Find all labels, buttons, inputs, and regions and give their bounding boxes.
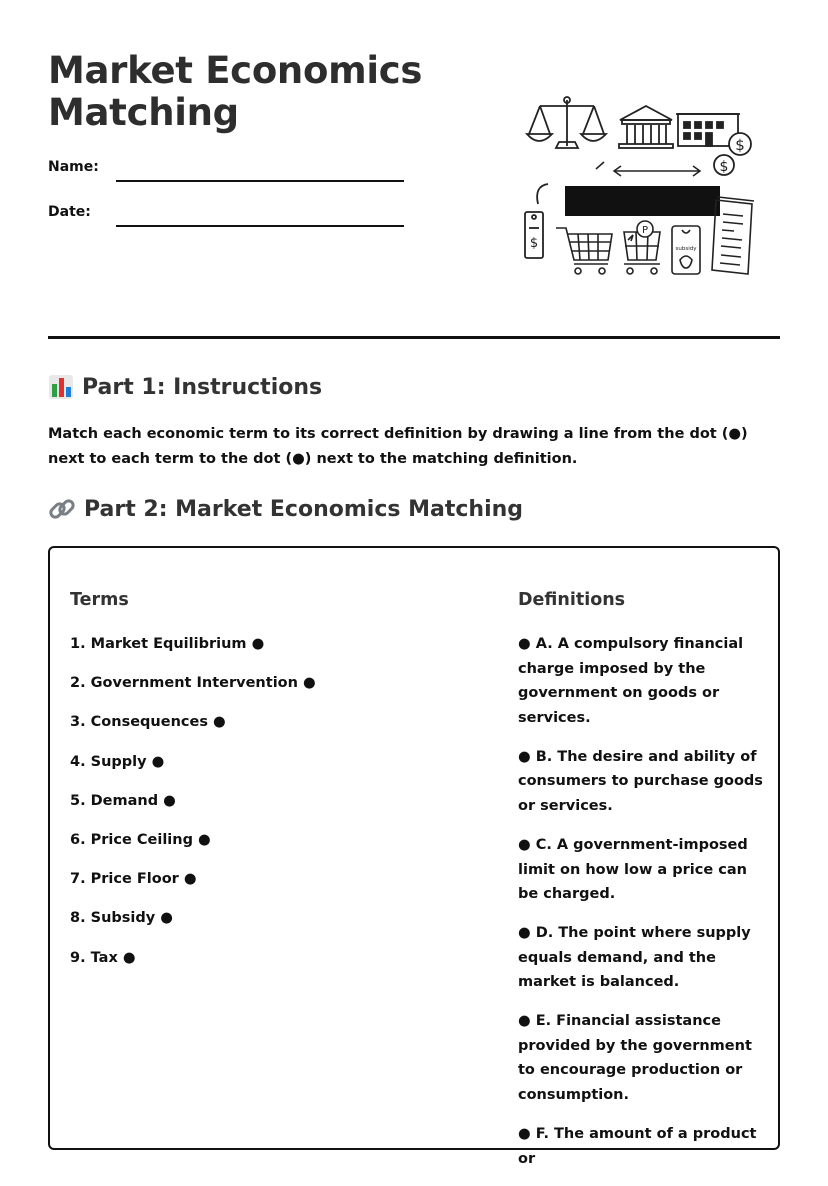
coin-symbol: $ [735,136,745,154]
part2-heading-text: Part 2: Market Economics Matching [84,496,524,522]
bank-building-icon [619,106,673,148]
term-item[interactable]: 6. Price Ceiling ● [70,831,211,848]
name-field[interactable] [116,180,404,182]
scales-icon [527,97,606,148]
coin-symbol-2: $ [719,159,729,175]
part1-heading [48,374,322,400]
term-item[interactable]: 9. Tax ● [70,949,136,966]
definition-item[interactable]: ● C. A government-imposed limit on how low a price can be charged. [518,836,748,903]
instructions-text: Match each economic term to its correct definition by drawing a line from the dot (●) next to each term to the dot (●) next to the matching definition. [48,426,748,467]
matching-panel [48,546,780,1167]
date-label: Date: [48,204,91,220]
date-field[interactable] [116,225,404,227]
title-line-1: Market Economics [48,49,423,92]
term-item[interactable]: 3. Consequences ● [70,714,226,731]
definition-item[interactable]: ● A. A compulsory financial charge imposed by the government on goods or services. [518,636,744,726]
bar-chart-icon [48,374,74,400]
term-item[interactable]: 8. Subsidy ● [70,910,173,927]
definition-item[interactable]: ● B. The desire and ability of consumers to purchase goods or services. [518,748,763,814]
definition-item[interactable]: ● E. Financial assistance provided by the government to encourage production or consumption. [518,1013,752,1104]
definitions-list [518,632,766,1186]
terms-list [70,632,316,985]
redacted-bar [565,186,720,216]
part1-heading-text: Part 1: Instructions [82,374,323,400]
shopping-cart-icon [556,221,660,274]
price-tag-symbol: $ [529,236,539,251]
worksheet-title [48,50,422,134]
price-tag-icon [525,184,548,258]
terms-heading: Terms [70,590,129,610]
header-divider [48,336,780,339]
term-item[interactable]: 4. Supply ● [70,753,165,770]
link-icon [48,495,76,523]
definitions-heading: Definitions [518,590,626,610]
market-economics-illustration [520,92,760,282]
part2-heading [48,495,523,523]
subsidy-tag-label: subsidy [675,246,697,252]
term-item[interactable]: 1. Market Equilibrium ● [70,636,265,652]
term-item[interactable]: 7. Price Floor ● [70,871,197,888]
dollar-coin-icon [714,133,751,175]
title-line-2: Matching [48,91,239,134]
definition-item[interactable]: ● F. The amount of a product or [518,1126,757,1167]
cart-badge-label: P [641,225,649,236]
double-arrow-icon [596,162,700,176]
term-item[interactable]: 5. Demand ● [70,792,176,809]
subsidy-tag-icon [672,226,700,274]
term-item[interactable]: 2. Government Intervention ● [70,675,316,692]
name-label: Name: [48,159,99,175]
definition-item[interactable]: ● D. The point where supply equals demand, and the market is balanced. [518,925,751,991]
